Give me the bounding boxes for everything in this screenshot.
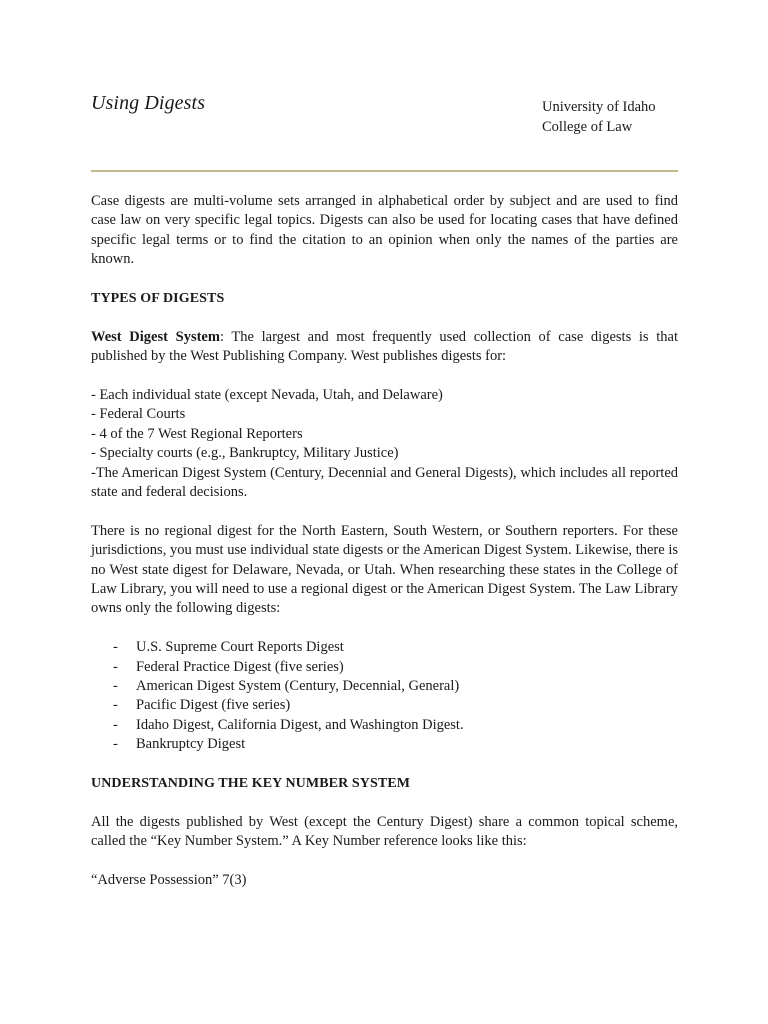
west-paragraph [91,328,678,367]
key-number-heading: UNDERSTANDING THE KEY NUMBER SYSTEM [91,776,411,792]
document-title: Using Digests [91,92,206,114]
institution-block [542,97,656,137]
intro-paragraph: Case digests are multi-volume sets arranged in alphabetical order by subject and are used to find case law on very specific legal topics. Digests can also be used for locating cases that have defined specific legal terms or to find the citation to an opinion when only the names of the parties are known. [91,193,678,268]
list-item-text: U.S. Supreme Court Reports Digest [136,639,344,656]
dash-marker: - [113,697,118,714]
list-item-text: American Digest System (Century, Decennial, General) [136,678,460,695]
west-text: : The largest and most frequently used collection of case digests is that published by the West Publishing Company. West publishes digests for: [91,328,678,365]
dash-marker: - [113,678,118,695]
list-item: - Each individual state (except Nevada, Utah, and Delaware) [91,387,443,404]
list-item [91,658,678,677]
key-number-example: “Adverse Possession” 7(3) [91,872,247,889]
list-item [91,735,678,754]
west-coverage-list [91,386,678,502]
dash-marker: - [113,639,118,656]
list-item [91,677,678,696]
dash-marker: - [113,716,118,733]
list-item [91,638,678,657]
list-item-text: Pacific Digest (five series) [136,697,291,714]
regional-paragraph: There is no regional digest for the North Eastern, South Western, or Southern reporters. For these jurisdictions, you must use individual state digests or the American Digest System. Likewise, there is no West state digest for Delaware, Nevada, or Utah. When researching these states in the College of Law Library, you will need to use a regional digest or the American Digest System. The Law Library owns only the following digests: [91,522,678,617]
document-body [91,192,678,891]
list-item: - 4 of the 7 West Regional Reporters [91,425,303,442]
list-item-text: Bankruptcy Digest [136,736,246,753]
library-digests-list [91,638,678,754]
list-item-text: Idaho Digest, California Digest, and Washington Digest. [136,716,464,733]
institution-department: College of Law [542,119,633,135]
dash-marker: - [113,736,118,753]
key-number-paragraph: All the digests published by West (except the Century Digest) share a common topical scheme, called the “Key Number System.” A Key Number reference looks like this: [91,813,678,850]
list-item: -The American Digest System (Century, Decennial and General Digests), which includes all reported state and federal decisions. [91,464,678,501]
list-item [91,716,678,735]
list-item-text: Federal Practice Digest (five series) [136,658,344,675]
west-lead: West Digest System [91,328,220,345]
list-item: - Federal Courts [91,406,186,423]
list-item: - Specialty courts (e.g., Bankruptcy, Military Justice) [91,445,399,462]
types-heading: TYPES OF DIGESTS [91,291,225,307]
list-item [91,696,678,715]
dash-marker: - [113,658,118,675]
institution-name: University of Idaho [542,99,656,115]
header-divider [91,170,678,172]
